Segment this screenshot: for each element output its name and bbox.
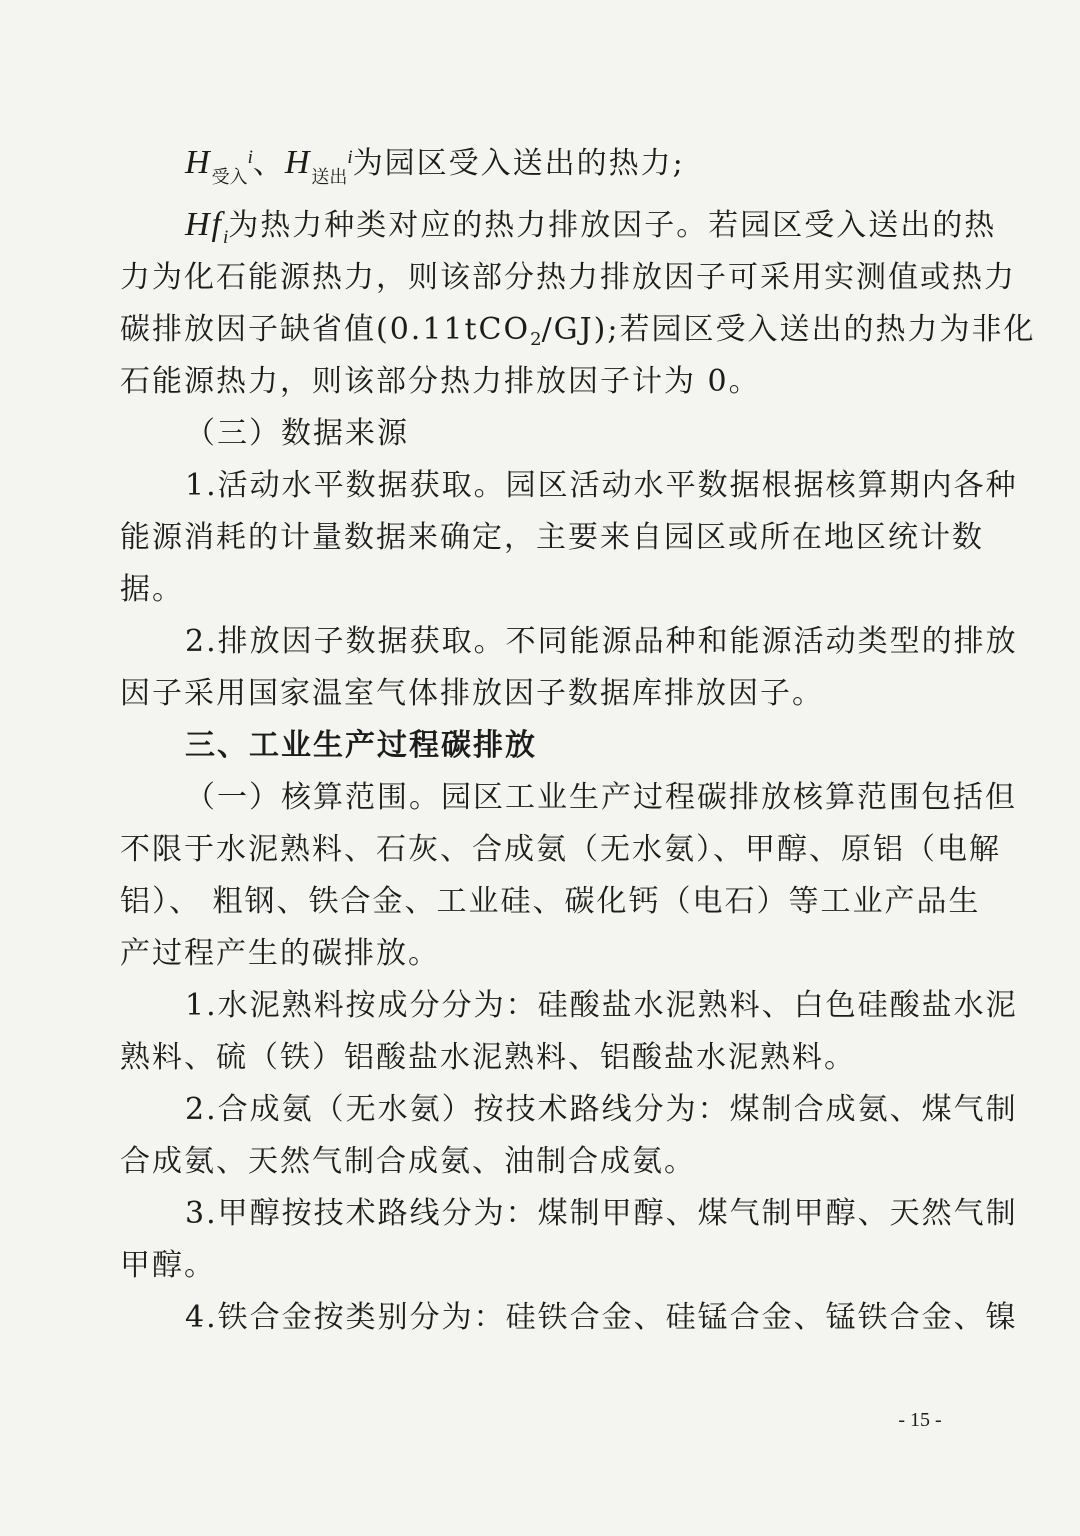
hf-definition-line	[185, 205, 997, 248]
paragraph-line: 2.排放因子数据获取。不同能源品种和能源活动类型的排放	[185, 624, 1018, 659]
superscript-i: i	[347, 147, 353, 168]
paragraph-line: 甲醇。	[120, 1248, 216, 1283]
paragraph-line: 1.活动水平数据获取。园区活动水平数据根据核算期内各种	[185, 468, 1018, 503]
paragraph-line: 产过程产生的碳排放。	[120, 936, 440, 971]
paragraph-line: （一）核算范围。园区工业生产过程碳排放核算范围包括但	[185, 780, 1017, 815]
paragraph-line	[120, 310, 1036, 350]
paragraph-line: 石能源热力，则该部分热力排放因子计为 0。	[120, 364, 761, 399]
paragraph-line: 2.合成氨（无水氨）按技术路线分为：煤制合成氨、煤气制	[185, 1092, 1018, 1127]
paragraph-line: 因子采用国家温室气体排放因子数据库排放因子。	[120, 676, 824, 711]
page-number: - 15 -	[898, 1409, 942, 1431]
paragraph-line: 力为化石能源热力，则该部分热力排放因子可采用实测值或热力	[120, 260, 1016, 295]
paragraph-line: 能源消耗的计量数据来确定，主要来自园区或所在地区统计数	[120, 520, 984, 555]
paragraph-line: 3.甲醇按技术路线分为：煤制甲醇、煤气制甲醇、天然气制	[185, 1196, 1018, 1231]
formula-heat-line	[185, 143, 950, 188]
text-span: /GJ);若园区受入送出的热力为非化	[541, 312, 1036, 347]
h-symbol: H	[284, 144, 312, 181]
hf-symbol: Hf	[185, 206, 223, 243]
paragraph-line: 据。	[120, 572, 184, 607]
subscript-sent: 送出	[311, 167, 348, 188]
superscript-i: i	[247, 147, 253, 168]
paragraph-line: 合成氨、天然气制合成氨、油制合成氨。	[120, 1144, 696, 1179]
h-symbol: H	[185, 144, 212, 181]
paragraph-line: 1.水泥熟料按成分分为：硅酸盐水泥熟料、白色硅酸盐水泥	[185, 988, 1018, 1023]
subscript-received: 受入	[211, 167, 248, 188]
paragraph-line: 不限于水泥熟料、石灰、合成氨（无水氨）、甲醇、原铝（电解	[120, 832, 1001, 867]
hf-definition-text: 为热力种类对应的热力排放因子。若园区受入送出的热	[228, 208, 997, 243]
paragraph-line: 4.铁合金按类别分为：硅铁合金、硅锰合金、锰铁合金、镍	[185, 1300, 1018, 1335]
paragraph-line: 铝）、 粗钢、铁合金、工业硅、碳化钙（电石）等工业产品生	[120, 884, 981, 919]
formula-description: 为园区受入送出的热力;	[352, 146, 685, 181]
text-span: 碳排放因子缺省值(0.11tCO	[120, 312, 531, 347]
paragraph-line: 熟料、硫（铁）铝酸盐水泥熟料、铝酸盐水泥熟料。	[120, 1040, 856, 1075]
subscript-2: 2	[530, 329, 542, 350]
section-heading: （三）数据来源	[185, 416, 409, 451]
subscript-i: i	[223, 227, 229, 248]
separator: 、	[252, 146, 285, 181]
chapter-heading: 三、工业生产过程碳排放	[185, 728, 537, 763]
